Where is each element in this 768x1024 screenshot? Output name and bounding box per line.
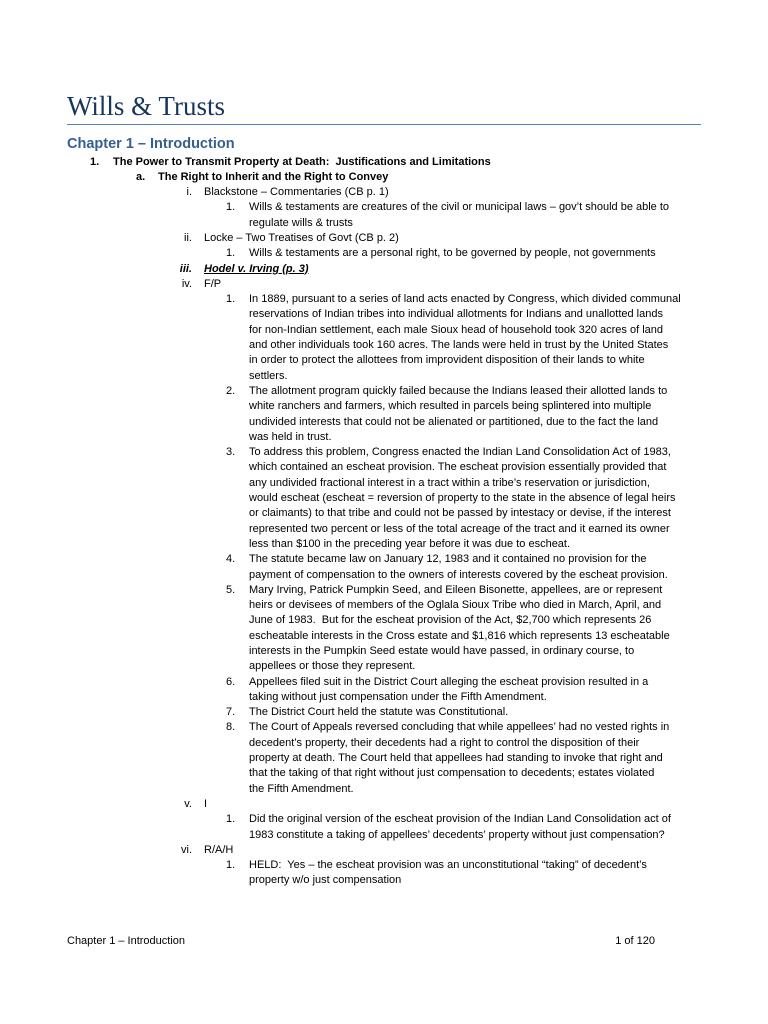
fp-point-3-continued — [0, 537, 768, 552]
document-title: Wills & Trusts — [67, 91, 225, 121]
list-item-text: In 1889, pursuant to a series of land acts enacted by Congress, which divided communal — [249, 293, 681, 306]
list-item-text: that the taking of that right without just compensation to decedents; estates violated — [249, 767, 655, 780]
fp-point-8-continued — [0, 782, 768, 797]
list-item-text: appellees or those they represent. — [249, 660, 416, 673]
outline-subheading-text: The Right to Inherit and the Right to Convey — [158, 170, 389, 183]
fp-point-1-continued — [0, 323, 768, 338]
fp-point-5-continued — [0, 629, 768, 644]
fp-point-1 — [0, 292, 768, 307]
list-item-text: reservations of Indian tribes into individual allotments for Indians and unallotted lands — [249, 308, 663, 321]
list-item-text: settlers. — [249, 369, 288, 382]
list-item-text: property at death. The Court held that appellees had standing to invoke that right and — [249, 752, 663, 765]
list-marker: iv. — [181, 277, 192, 290]
section-text: F/P — [204, 277, 222, 290]
list-item-text: was held in trust. — [249, 430, 332, 443]
list-item-text: To address this problem, Congress enacted the Indian Land Consolidation Act of 1983, — [249, 446, 671, 459]
list-marker: 1. — [226, 813, 236, 826]
fp-point-5-continued — [0, 598, 768, 613]
section-blackstone — [0, 185, 768, 200]
list-marker: 8. — [226, 721, 236, 734]
list-marker: 1. — [226, 859, 236, 872]
chapter-heading: Chapter 1 – Introduction — [67, 136, 235, 152]
list-item-text: June of 1983. But for the escheat provision of the Act, $2,700 which represents 26 — [249, 614, 652, 627]
list-marker: iii. — [179, 262, 192, 275]
fp-point-5 — [0, 583, 768, 598]
list-item-text: would escheat (escheat = reversion of property to the state in the absence of legal heirs — [249, 492, 676, 505]
holding-point-1 — [0, 858, 768, 873]
list-marker: 1. — [226, 201, 236, 214]
list-item-text: payment of compensation to the owners of interests covered by the escheat provision. — [249, 568, 668, 581]
list-marker: i. — [186, 186, 192, 199]
list-marker: v. — [184, 797, 192, 810]
list-item-text: Mary Irving, Patrick Pumpkin Seed, and Eileen Bisonette, appellees, are or represent — [249, 583, 663, 596]
fp-point-1-continued — [0, 338, 768, 353]
fp-point-2-continued — [0, 415, 768, 430]
list-item-text: escheatable interests in the Cross estate and $1,816 which represents 13 escheatable — [249, 629, 670, 642]
list-marker: 4. — [226, 553, 236, 566]
section-issue — [0, 797, 768, 812]
fp-point-4-continued — [0, 568, 768, 583]
fp-point-5-continued — [0, 659, 768, 674]
list-item-text: Did the original version of the escheat provision of the Indian Land Consolidation act of — [249, 813, 671, 826]
fp-point-3-continued — [0, 522, 768, 537]
list-item-text: Appellees filed suit in the District Court alleging the escheat provision resulted in a — [249, 675, 649, 688]
fp-point-8-continued — [0, 736, 768, 751]
list-item-text: The allotment program quickly failed because the Indians leased their allotted lands to — [249, 384, 668, 397]
section-locke — [0, 231, 768, 246]
title-divider — [67, 124, 701, 125]
list-marker: 1. — [90, 155, 100, 168]
section-text: Locke – Two Treatises of Govt (CB p. 2) — [204, 231, 399, 244]
list-item-text: The District Court held the statute was Constitutional. — [249, 706, 509, 719]
fp-point-5-continued — [0, 613, 768, 628]
list-item-text: the Fifth Amendment. — [249, 782, 354, 795]
fp-point-3-continued — [0, 491, 768, 506]
list-item-text: heirs or devisees of members of the Oglala Sioux Tribe who died in March, April, and — [249, 599, 662, 612]
list-marker: 3. — [226, 446, 236, 459]
outline-heading-text: The Power to Transmit Property at Death: Justifications and Limitations — [113, 155, 491, 168]
list-item-text: less than $100 in the preceding year before it was due to escheat. — [249, 537, 571, 550]
list-item-text: any undivided fractional interest in a tract within a tribe’s reservation or jurisdiction, — [249, 476, 650, 489]
footer-chapter: Chapter 1 – Introduction — [67, 935, 186, 947]
list-item-text: 1983 constitute a taking of appellees’ decedents’ property without just compensation? — [249, 828, 665, 841]
list-marker: 1. — [226, 293, 236, 306]
fp-point-6 — [0, 675, 768, 690]
list-item-text: white ranchers and farmers, which resulted in parcels being splintered into multiple — [249, 400, 652, 413]
fp-point-3-continued — [0, 460, 768, 475]
holding-point-1-continued — [0, 873, 768, 888]
section-text: I — [204, 797, 208, 810]
list-marker: 2. — [226, 384, 236, 397]
issue-point-1 — [0, 812, 768, 827]
fp-point-1-continued — [0, 307, 768, 322]
list-marker: 1. — [226, 247, 236, 260]
fp-point-8-continued — [0, 766, 768, 781]
list-item-text: undivided interests that could not be alienated or partitioned, due to the fact the land — [249, 415, 659, 428]
list-marker: 6. — [226, 675, 236, 688]
fp-point-7 — [0, 705, 768, 720]
list-item-text: interests in the Pumpkin Seed estate would have passed, in ordinary course, to — [249, 645, 635, 657]
fp-point-1-continued — [0, 369, 768, 384]
fp-point-3-continued — [0, 476, 768, 491]
list-item-text: or claimants) to that tribe and could not be passed by intestacy or devise, if the interest — [249, 507, 671, 520]
list-item-text: which contained an escheat provision. The escheat provision essentially provided that — [249, 461, 667, 474]
list-item-text: and other individuals took 160 acres. The lands were held in trust by the United States — [249, 339, 669, 352]
list-marker: 7. — [226, 706, 236, 719]
list-marker: a. — [136, 170, 146, 183]
fp-point-2-continued — [0, 399, 768, 414]
section-rule-analysis-holding — [0, 843, 768, 858]
fp-point-2 — [0, 384, 768, 399]
case-name-text: Hodel v. Irving (p. 3) — [204, 262, 309, 275]
list-item-text: The statute became law on January 12, 1983 and it contained no provision for the — [249, 553, 647, 566]
list-item-text: represented two percent or less of the total acreage of the tract and it earned its owner — [249, 522, 670, 535]
fp-point-1-continued — [0, 353, 768, 368]
section-text: R/A/H — [204, 843, 234, 856]
section-facts-procedure — [0, 277, 768, 292]
fp-point-4 — [0, 552, 768, 567]
fp-point-5-continued — [0, 644, 768, 659]
section-text: Blackstone – Commentaries (CB p. 1) — [204, 186, 389, 199]
list-item-text: The Court of Appeals reversed concluding that while appellees’ had no vested rights in — [249, 721, 670, 734]
fp-point-3 — [0, 445, 768, 460]
list-item-text: taking without just compensation under the Fifth Amendment. — [249, 690, 547, 703]
fp-point-8 — [0, 720, 768, 735]
blackstone-point-1 — [0, 200, 768, 215]
section-case-name — [0, 262, 768, 277]
list-marker: vi. — [181, 843, 192, 856]
list-item-text: HELD: Yes – the escheat provision was an unconstitutional “taking” of decedent’s — [249, 859, 647, 872]
issue-point-1-continued — [0, 828, 768, 843]
outline-item-a — [0, 170, 768, 185]
list-marker: ii. — [184, 231, 192, 244]
fp-point-6-continued — [0, 690, 768, 705]
locke-point-1 — [0, 246, 768, 261]
page-number: 1 of 120 — [615, 935, 655, 947]
fp-point-2-continued — [0, 430, 768, 445]
list-item-text: Wills & testaments are creatures of the civil or municipal laws – gov’t should be able to — [249, 201, 670, 214]
list-item-text: for non-Indian settlement, each male Sioux head of household took 320 acres of land — [249, 323, 663, 336]
fp-point-8-continued — [0, 751, 768, 766]
list-marker: 5. — [226, 583, 236, 596]
outline — [0, 155, 768, 889]
list-item-text: decedent’s property, their decedents had a right to control the disposition of their — [249, 736, 640, 749]
blackstone-point-1-continued — [0, 216, 768, 231]
outline-item-1 — [0, 155, 768, 170]
list-item-text: regulate wills & trusts — [249, 216, 353, 229]
list-item-text: in order to protect the allottees from improvident disposition of their lands to white — [249, 354, 645, 367]
list-item-text: property w/o just compensation — [249, 874, 402, 887]
fp-point-3-continued — [0, 506, 768, 521]
list-item-text: Wills & testaments are a personal right, to be governed by people, not governments — [249, 247, 656, 260]
